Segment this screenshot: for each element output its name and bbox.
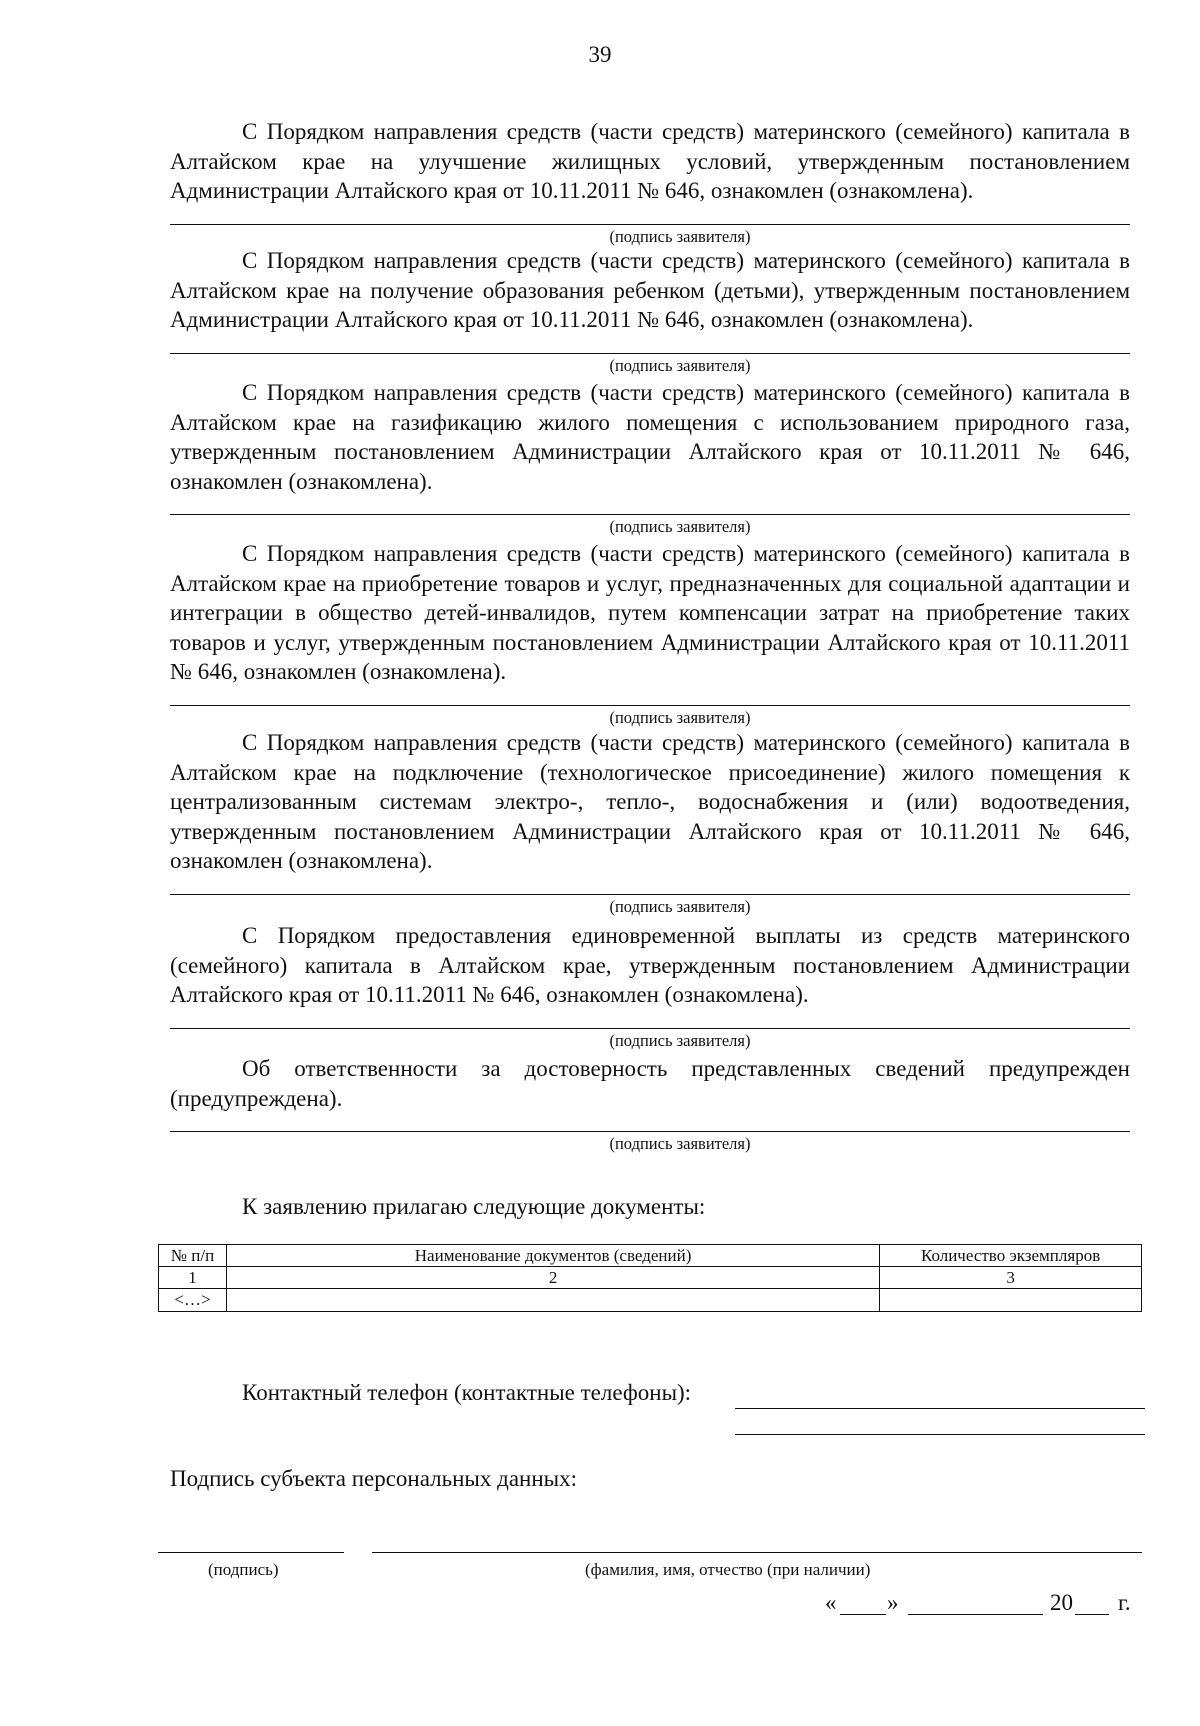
signature-caption: (подпись заявителя) [609,226,751,246]
table-cell[interactable] [880,1289,1142,1312]
header-copies: Количество экземпляров [880,1245,1142,1267]
page-number: 39 [588,42,612,67]
consent-section-6 [170,921,1130,1051]
signature-line[interactable] [170,1028,1130,1029]
signature-caption: (подпись заявителя) [609,1134,751,1153]
signature-caption: (подпись заявителя) [609,517,751,536]
consent-text: С Порядком направления средств (части средств) материнского (семейного) капитала в Алтайском крае на улучшение жилищных условий, утвержденным постановлением Администрации Алтайского края от 10.11.2011 № 646, ознакомлен (ознакомлена). [170,119,1130,203]
consent-section-3 [170,378,1130,537]
table-cell: 2 [226,1267,879,1289]
signature-line[interactable] [170,224,1130,225]
consent-text: С Порядком предоставления единовременной выплаты из средств материнского (семейного) капитала в Алтайском крае, утвержденным постановлением Администрации Алтайского края от 10.11.2011 № 646, ознакомлен (ознакомлена). [170,923,1130,1007]
date-month-line[interactable] [908,1614,1043,1615]
signature-line[interactable] [170,353,1130,354]
table-header-row [159,1245,1142,1267]
consent-section-5 [170,728,1130,917]
attachments-title: К заявлению прилагаю следующие документы: [242,1194,706,1219]
full-name-caption: (фамилия, имя, отчество (при наличии) [585,1560,871,1579]
date-close-quote: » [887,1590,899,1615]
contact-phone-line-1[interactable] [735,1408,1145,1409]
signature-line[interactable] [170,894,1130,895]
signature-line[interactable] [170,1131,1130,1132]
table-cell: 3 [880,1267,1142,1289]
consent-section-4 [170,539,1130,728]
header-number: № п/п [159,1245,227,1267]
signature-caption: (подпись заявителя) [609,896,751,916]
header-document-name: Наименование документов (сведений) [226,1245,879,1267]
consent-text: С Порядком направления средств (части средств) материнского (семейного) капитала в Алтайском крае на приобретение товаров и услуг, предназначенных для социальной адаптации и интеграции в общество детей-инвалидов, путем компенсации затрат на приобретение таких товаров и услуг, утвержденным постановлением Администрации Алтайского края от 10.11.2011 № 646, ознакомлен (ознакомлена). [170,541,1130,684]
consent-text: С Порядком направления средств (части средств) материнского (семейного) капитала в Алтайском крае на получение образования ребенком (детьми), утвержденным постановлением Администрации Алтайского края от 10.11.2011 № 646, ознакомлен (ознакомлена). [170,248,1130,332]
liability-text: Об ответственности за достоверность представленных сведений предупрежден (предупреждена). [170,1056,1130,1111]
signature-line[interactable] [170,514,1130,515]
consent-section-2 [170,246,1130,376]
contact-phone-label: Контактный телефон (контактные телефоны): [242,1380,692,1405]
table-cell: <…> [159,1289,227,1312]
table-cell: 1 [159,1267,227,1289]
date-day-line[interactable] [840,1614,886,1615]
table-row [159,1289,1142,1312]
date-open-quote: « [825,1590,837,1615]
consent-section-1 [170,117,1130,247]
consent-text: С Порядком направления средств (части средств) материнского (семейного) капитала в Алтайском крае на газификацию жилого помещения с использованием природного газа, утвержденным постановлением Администрации Алтайского края от 10.11.2011 № 646, ознакомлен (ознакомлена). [170,380,1130,494]
table-numbers-row [159,1267,1142,1289]
attachments-table [158,1244,1142,1312]
date-year-prefix: 20 [1050,1590,1073,1615]
table-cell[interactable] [226,1289,879,1312]
consent-text: С Порядком направления средств (части средств) материнского (семейного) капитала в Алтайском крае на подключение (технологическое присоединение) жилого помещения к централизованным системам электро-, тепло-, водоснабжения и (или) водоотведения, утвержденным постановлением Администрации Алтайского края от 10.11.2011 № 646, ознакомлен (ознакомлена). [170,730,1130,873]
date-year-suffix: г. [1118,1590,1131,1615]
signature-caption: (подпись заявителя) [609,1030,751,1050]
liability-section [170,1054,1130,1154]
signature-line[interactable] [158,1552,344,1553]
data-subject-signature-label: Подпись субъекта персональных данных: [170,1466,578,1491]
full-name-line[interactable] [372,1552,1142,1553]
signature-caption: (подпись заявителя) [609,707,751,727]
date-year-line[interactable] [1075,1614,1109,1615]
signature-caption: (подпись заявителя) [609,355,751,375]
contact-phone-line-2[interactable] [735,1434,1145,1435]
signature-caption: (подпись) [208,1560,279,1579]
signature-line[interactable] [170,705,1130,706]
